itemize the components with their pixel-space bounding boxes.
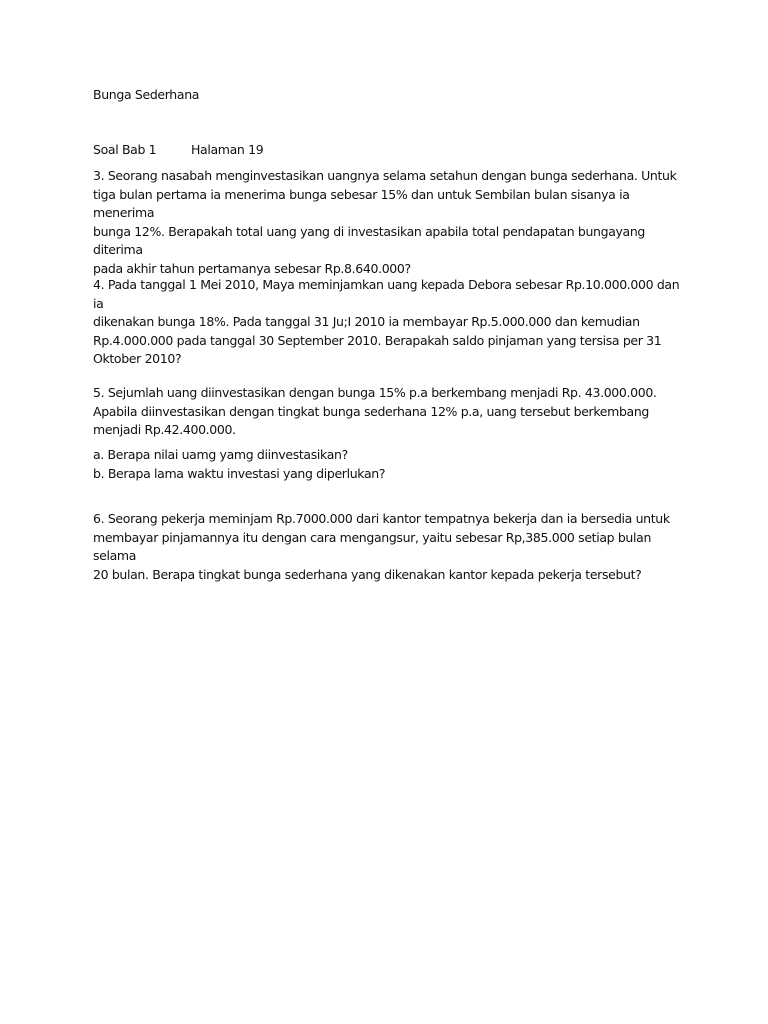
section-label: Soal Bab 1 bbox=[93, 142, 157, 157]
document-title: Bunga Sederhana bbox=[93, 87, 200, 102]
question-4: 4. Pada tanggal 1 Mei 2010, Maya meminjamkan uang kepada Debora sebesar Rp.10.000.000 dan ia dikenakan bunga 18%. Pada tanggal 31 Ju;I 2010 ia membayar Rp.5.000.000 dan kemudian Rp.4.000.000 pada tanggal 30 September 2010. Berapakah saldo pinjaman yang tersisa per 31 Oktober 2010? bbox=[93, 277, 680, 366]
question-6: 6. Seorang pekerja meminjam Rp.7000.000 dari kantor tempatnya bekerja dan ia bersedia untuk membayar pinjamannya itu dengan cara mengangsur, yaitu sebesar Rp,385.000 setiap bulan selama 20 bulan. Berapa tingkat bunga sederhana yang dikenakan kantor kepada pekerja tersebut? bbox=[93, 511, 670, 582]
question-5: 5. Sejumlah uang diinvestasikan dengan bunga 15% p.a berkembang menjadi Rp. 43.000.000. Apabila diinvestasikan dengan tingkat bunga sederhana 12% p.a, uang tersebut berkembang menjadi Rp.42.400.000. bbox=[93, 385, 657, 437]
section-header bbox=[93, 141, 683, 160]
question-5-option-a: a. Berapa nilai uamg yamg diinvestasikan? bbox=[93, 447, 348, 462]
question-3: 3. Seorang nasabah menginvestasikan uangnya selama setahun dengan bunga sederhana. Untuk tiga bulan pertama ia menerima bunga sebesar 15% dan untuk Sembilan bulan sisanya ia menerima bunga 12%. Berapakah total uang yang di investasikan apabila total pendapatan bungayang diterima pada akhir tahun pertamanya sebesar Rp.8.640.000? bbox=[93, 168, 677, 276]
question-5-option-b: b. Berapa lama waktu investasi yang diperlukan? bbox=[93, 465, 386, 481]
question-5-options bbox=[93, 446, 683, 483]
page-reference: Halaman 19 bbox=[191, 142, 264, 157]
